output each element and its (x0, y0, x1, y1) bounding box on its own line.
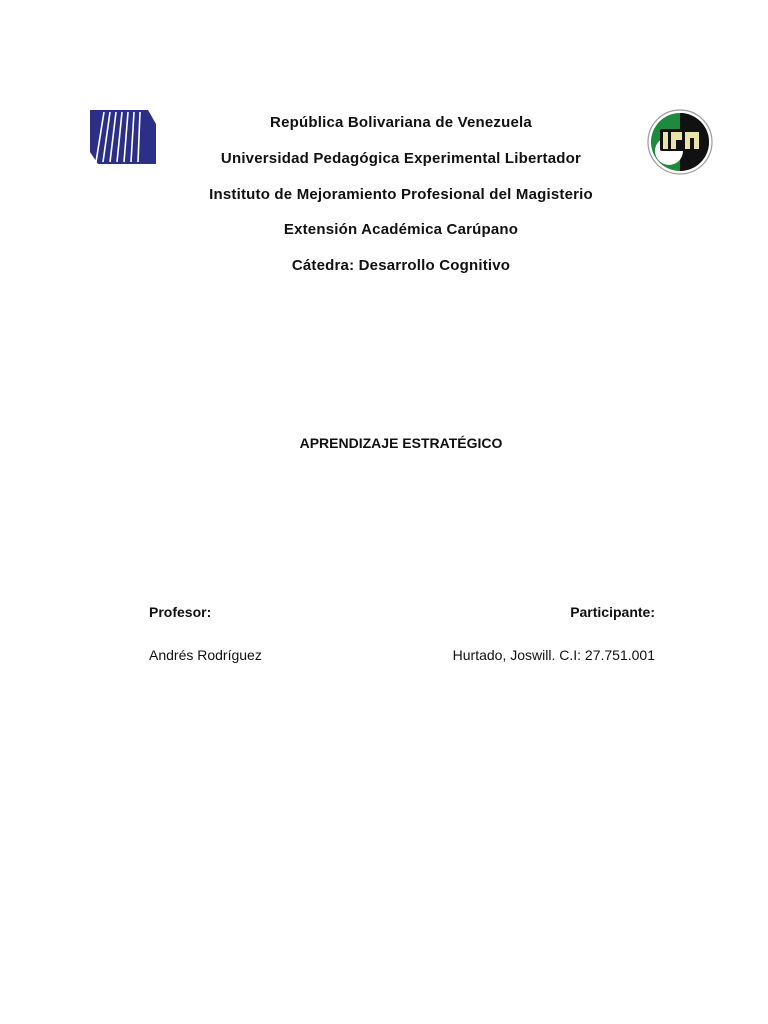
header-line-institute: Instituto de Mejoramiento Profesional del Magisterio (209, 186, 593, 203)
participant-label: Participante: (570, 604, 655, 620)
professor-name: Andrés Rodríguez (149, 647, 262, 663)
header-line-university: Universidad Pedagógica Experimental Libertador (220, 150, 582, 167)
header-line-republic: República Bolivariana de Venezuela (270, 114, 532, 131)
header-line-course: Cátedra: Desarrollo Cognitivo (291, 257, 511, 274)
document-title: APRENDIZAJE ESTRATÉGICO (299, 435, 503, 451)
professor-label: Profesor: (149, 604, 212, 620)
header-line-extension: Extensión Académica Carúpano (283, 221, 519, 238)
participant-name: Hurtado, Joswill. C.I: 27.751.001 (452, 647, 655, 663)
